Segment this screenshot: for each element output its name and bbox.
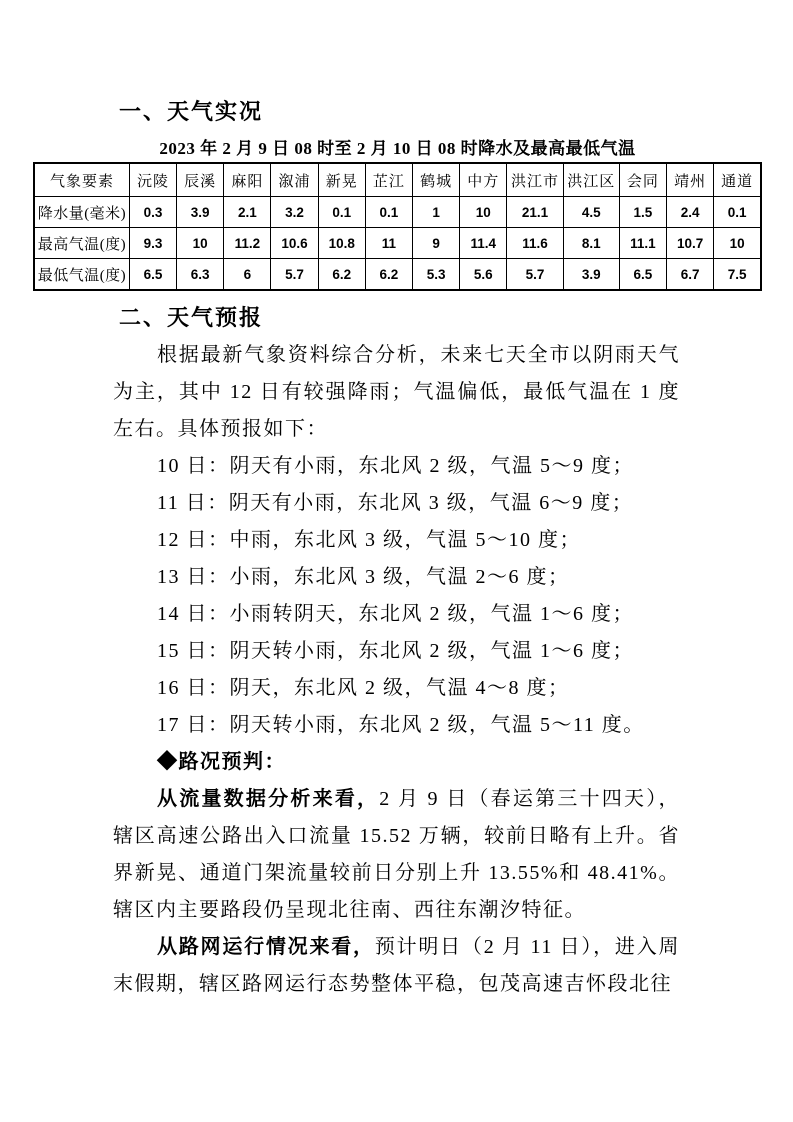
forecast-day-line: 12 日：中雨，东北风 3 级，气温 5～10 度； xyxy=(157,529,581,551)
table-row-min-temp xyxy=(34,259,761,291)
value-cell: 6.2 xyxy=(365,259,412,291)
table-header-cell: 鹤城 xyxy=(413,163,460,197)
value-cell: 0.3 xyxy=(129,197,176,228)
row-label-cell: 最低气温(度) xyxy=(34,259,129,291)
value-cell: 6.3 xyxy=(177,259,224,291)
value-cell: 9 xyxy=(413,228,460,259)
value-cell: 10 xyxy=(177,228,224,259)
value-cell: 2.1 xyxy=(224,197,271,228)
value-cell: 10.8 xyxy=(318,228,365,259)
value-cell: 2.4 xyxy=(667,197,714,228)
table-header-cell: 中方 xyxy=(460,163,507,197)
forecast-day-line: 16 日：阴天，东北风 2 级，气温 4～8 度； xyxy=(157,677,570,699)
traffic-paragraph-body: 2 月 9 日（春运第三十四天），辖区高速公路出入口流量 15.52 万辆，较前日略有上升。省界新晃、通道门架流量较前日分别上升 13.55%和 48.41%。辖区内主要路段仍呈现北往南、西往东潮汐特征。 xyxy=(113,788,681,921)
forecast-day-line: 14 日：小雨转阴天，东北风 2 级，气温 1～6 度； xyxy=(157,603,634,625)
table-header-cell: 辰溪 xyxy=(177,163,224,197)
value-cell: 9.3 xyxy=(129,228,176,259)
value-cell: 1.5 xyxy=(619,197,666,228)
value-cell: 11.1 xyxy=(619,228,666,259)
value-cell: 1 xyxy=(413,197,460,228)
value-cell: 5.7 xyxy=(271,259,318,291)
value-cell: 0.1 xyxy=(318,197,365,228)
value-cell: 3.9 xyxy=(177,197,224,228)
forecast-day-line: 11 日：阴天有小雨，东北风 3 级，气温 6～9 度； xyxy=(157,492,634,514)
value-cell: 7.5 xyxy=(714,259,761,291)
table-header-cell: 靖州 xyxy=(667,163,714,197)
table-header-cell: 通道 xyxy=(714,163,761,197)
value-cell: 11.6 xyxy=(507,228,563,259)
value-cell: 5.3 xyxy=(413,259,460,291)
row-label-cell: 降水量(毫米) xyxy=(34,197,129,228)
road-condition-heading: ◆路况预判： xyxy=(157,751,286,773)
table-header-row xyxy=(34,163,761,197)
value-cell: 11 xyxy=(365,228,412,259)
forecast-day-line: 17 日：阴天转小雨，东北风 2 级，气温 5～11 度。 xyxy=(157,714,645,736)
value-cell: 11.4 xyxy=(460,228,507,259)
value-cell: 10 xyxy=(460,197,507,228)
forecast-intro-paragraph: 根据最新气象资料综合分析，未来七天全市以阴雨天气为主，其中 12 日有较强降雨；气温偏低，最低气温在 1 度左右。具体预报如下： xyxy=(113,344,680,440)
forecast-day-line: 13 日：小雨，东北风 3 级，气温 2～6 度； xyxy=(157,566,570,588)
value-cell: 3.9 xyxy=(563,259,619,291)
table-header-cell: 会同 xyxy=(619,163,666,197)
section-heading-weather-forecast: 二、天气预报 xyxy=(119,305,264,330)
weather-table-title: 2023 年 2 月 9 日 08 时至 2 月 10 日 08 时降水及最高最低气温 xyxy=(159,139,636,158)
table-header-cell: 麻阳 xyxy=(224,163,271,197)
table-header-cell: 洪江市 xyxy=(507,163,563,197)
traffic-analysis-paragraph xyxy=(113,781,680,929)
table-header-cell: 沅陵 xyxy=(129,163,176,197)
value-cell: 6.5 xyxy=(619,259,666,291)
value-cell: 4.5 xyxy=(563,197,619,228)
value-cell: 0.1 xyxy=(365,197,412,228)
forecast-day-line: 10 日：阴天有小雨，东北风 2 级，气温 5～9 度； xyxy=(157,455,634,477)
network-status-paragraph xyxy=(113,929,680,1003)
value-cell: 10.6 xyxy=(271,228,318,259)
traffic-paragraph-lead: 从流量数据分析来看， xyxy=(157,788,380,810)
value-cell: 10 xyxy=(714,228,761,259)
table-header-cell: 芷江 xyxy=(365,163,412,197)
row-label-cell: 最高气温(度) xyxy=(34,228,129,259)
value-cell: 5.6 xyxy=(460,259,507,291)
value-cell: 10.7 xyxy=(667,228,714,259)
table-header-cell: 气象要素 xyxy=(34,163,129,197)
value-cell: 6.7 xyxy=(667,259,714,291)
value-cell: 3.2 xyxy=(271,197,318,228)
value-cell: 6.2 xyxy=(318,259,365,291)
network-paragraph-body: 预计明日（2 月 11 日），进入周末假期，辖区路网运行态势整体平稳，包茂高速吉怀段北往 xyxy=(113,936,680,995)
weather-table xyxy=(33,162,762,291)
table-header-cell: 新晃 xyxy=(318,163,365,197)
value-cell: 11.2 xyxy=(224,228,271,259)
value-cell: 6.5 xyxy=(129,259,176,291)
section-heading-weather-actual: 一、天气实况 xyxy=(119,99,264,124)
table-header-cell: 溆浦 xyxy=(271,163,318,197)
network-paragraph-lead: 从路网运行情况来看， xyxy=(157,936,375,958)
value-cell: 21.1 xyxy=(507,197,563,228)
value-cell: 5.7 xyxy=(507,259,563,291)
value-cell: 0.1 xyxy=(714,197,761,228)
forecast-day-line: 15 日：阴天转小雨，东北风 2 级，气温 1～6 度； xyxy=(157,640,634,662)
table-row-precipitation xyxy=(34,197,761,228)
value-cell: 6 xyxy=(224,259,271,291)
table-header-cell: 洪江区 xyxy=(563,163,619,197)
table-row-max-temp xyxy=(34,228,761,259)
value-cell: 8.1 xyxy=(563,228,619,259)
